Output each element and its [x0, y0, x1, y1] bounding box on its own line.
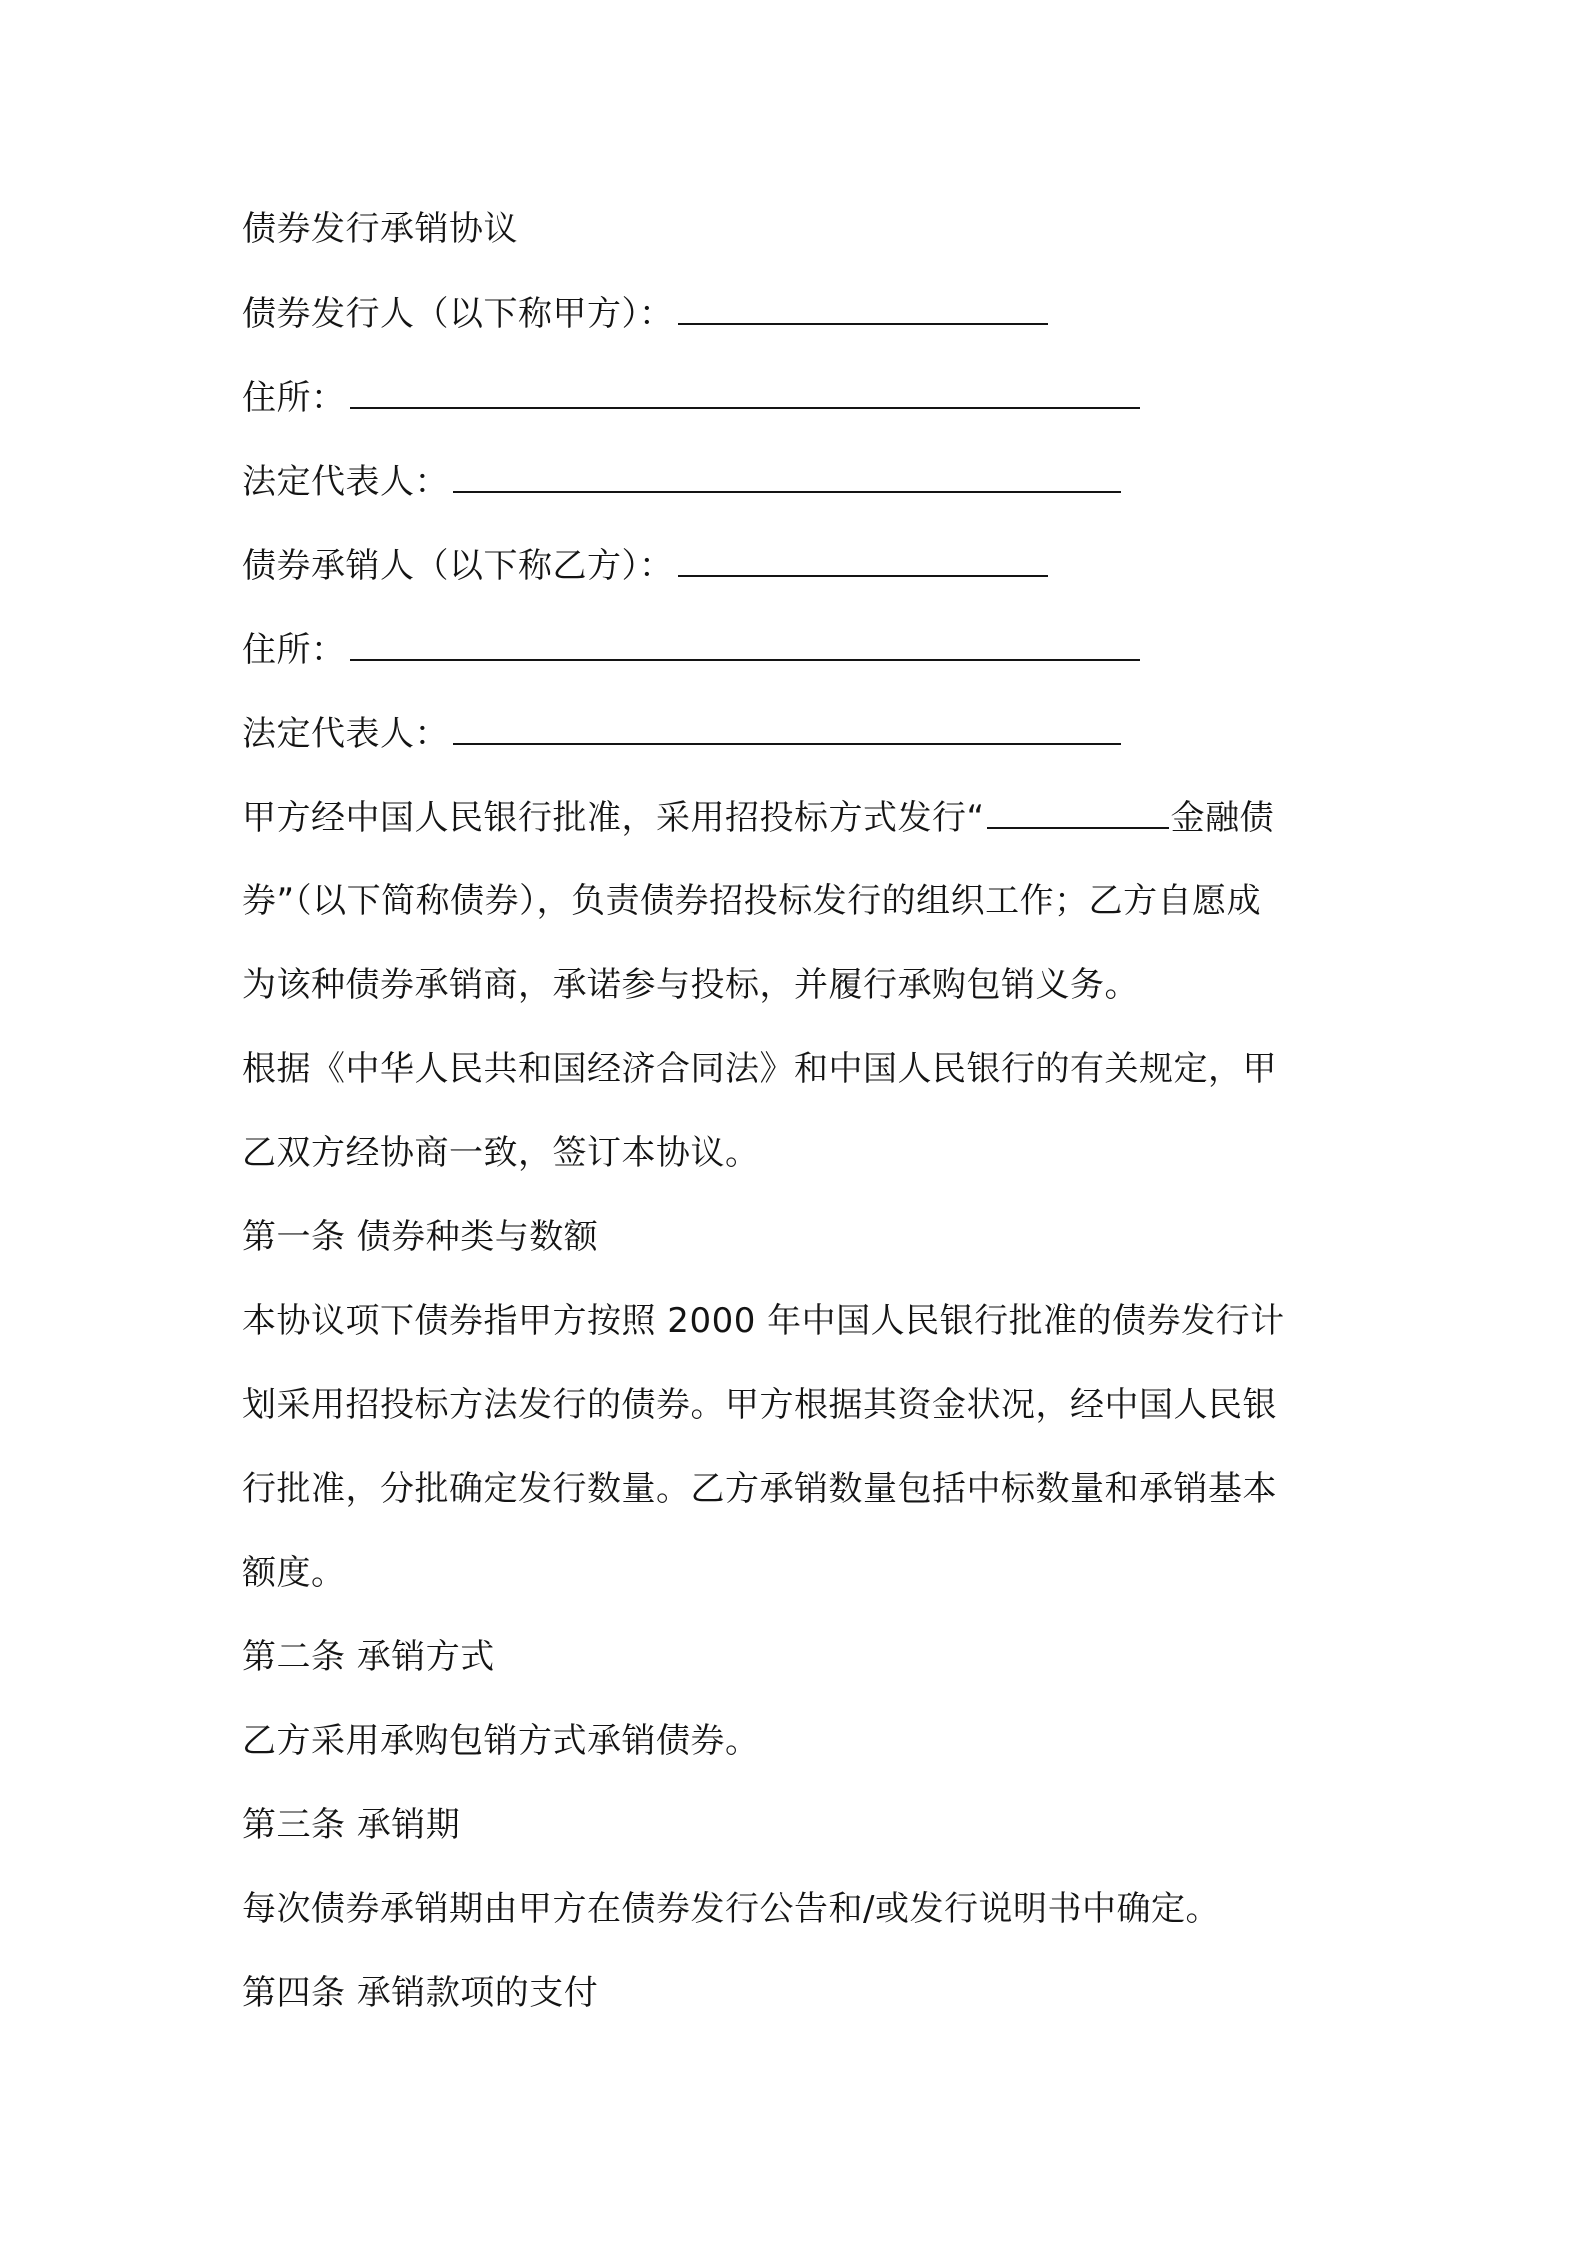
- underwriter-address-blank: [350, 629, 1140, 661]
- preamble-p1-line1: [242, 797, 1274, 838]
- issuer-line: [242, 293, 1048, 334]
- underwriter-rep-label: 法定代表人：: [242, 714, 449, 754]
- issuer-rep-label: 法定代表人：: [242, 462, 449, 502]
- issuer-rep-line: [242, 461, 1121, 502]
- issuer-address-blank: [350, 377, 1140, 409]
- underwriter-address-label: 住所：: [242, 630, 346, 670]
- article1-line3: 行批准，分批确定发行数量。乙方承销数量包括中标数量和承销基本: [242, 1469, 1277, 1509]
- issuer-address-label: 住所：: [242, 378, 346, 418]
- preamble-p2-line1: 根据《中华人民共和国经济合同法》和中国人民银行的有关规定，甲: [242, 1049, 1277, 1089]
- bond-name-blank: [987, 797, 1169, 829]
- underwriter-blank: [678, 545, 1048, 577]
- issuer-label: 债券发行人（以下称甲方）：: [242, 294, 674, 334]
- preamble-p2-line2: 乙双方经协商一致，签订本协议。: [242, 1133, 760, 1173]
- issuer-address-line: [242, 377, 1140, 418]
- underwriter-label: 债券承销人（以下称乙方）：: [242, 546, 674, 586]
- article1-heading: 第一条 债券种类与数额: [242, 1217, 599, 1257]
- article1-line1: 本协议项下债券指甲方按照 2000 年中国人民银行批准的债券发行计: [242, 1301, 1285, 1341]
- article3-line1: 每次债券承销期由甲方在债券发行公告和/或发行说明书中确定。: [242, 1889, 1220, 1929]
- article1-line2: 划采用招投标方法发行的债券。甲方根据其资金状况，经中国人民银: [242, 1385, 1277, 1425]
- document-title: 债券发行承销协议: [242, 209, 518, 249]
- issuer-blank: [678, 293, 1048, 325]
- issuer-rep-blank: [453, 461, 1121, 493]
- preamble-p1-line2: 券”（以下简称债券），负责债券招投标发行的组织工作；乙方自愿成: [242, 881, 1262, 921]
- article2-heading: 第二条 承销方式: [242, 1637, 495, 1677]
- underwriter-line: [242, 545, 1048, 586]
- underwriter-rep-blank: [453, 713, 1121, 745]
- preamble-p1-line1-a: 甲方经中国人民银行批准，采用招投标方式发行“: [242, 798, 985, 838]
- article4-heading: 第四条 承销款项的支付: [242, 1973, 599, 2013]
- underwriter-address-line: [242, 629, 1140, 670]
- article2-line1: 乙方采用承购包销方式承销债券。: [242, 1721, 760, 1761]
- article1-line4: 额度。: [242, 1553, 346, 1593]
- article3-heading: 第三条 承销期: [242, 1805, 461, 1845]
- underwriter-rep-line: [242, 713, 1121, 754]
- preamble-p1-line3: 为该种债券承销商，承诺参与投标，并履行承购包销义务。: [242, 965, 1139, 1005]
- preamble-p1-line1-b: 金融债: [1170, 798, 1275, 838]
